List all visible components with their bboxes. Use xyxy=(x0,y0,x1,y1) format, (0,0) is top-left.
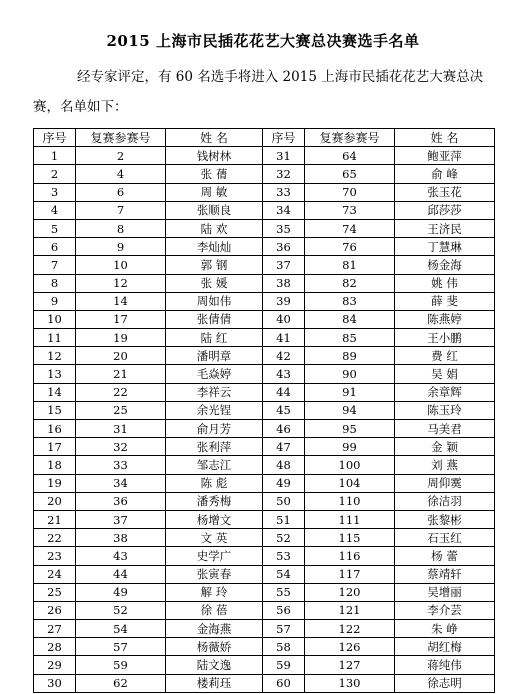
cell-name: 朱 峥 xyxy=(395,620,495,638)
cell-serial: 29 xyxy=(34,656,76,674)
header-name: 姓 名 xyxy=(395,129,495,147)
cell-semifinal-number: 31 xyxy=(76,420,166,438)
cell-serial: 26 xyxy=(34,601,76,619)
cell-semifinal-number: 20 xyxy=(76,347,166,365)
cell-semifinal-number: 64 xyxy=(305,147,395,165)
cell-semifinal-number: 116 xyxy=(305,547,395,565)
cell-semifinal-number: 12 xyxy=(76,274,166,292)
cell-semifinal-number: 99 xyxy=(305,438,395,456)
cell-name: 蔡靖轩 xyxy=(395,565,495,583)
cell-semifinal-number: 34 xyxy=(76,474,166,492)
table-row xyxy=(34,510,495,528)
cell-semifinal-number: 120 xyxy=(305,583,395,601)
table-row xyxy=(34,183,495,201)
cell-name: 石玉红 xyxy=(395,529,495,547)
cell-serial: 27 xyxy=(34,620,76,638)
cell-semifinal-number: 36 xyxy=(76,492,166,510)
table-header-row xyxy=(34,129,495,147)
cell-semifinal-number: 19 xyxy=(76,329,166,347)
cell-name: 张 媛 xyxy=(166,274,263,292)
cell-semifinal-number: 25 xyxy=(76,401,166,419)
cell-serial: 30 xyxy=(34,674,76,692)
cell-serial: 6 xyxy=(34,238,76,256)
cell-semifinal-number: 84 xyxy=(305,310,395,328)
table-row xyxy=(34,674,495,692)
cell-name: 李祥云 xyxy=(166,383,263,401)
table-row xyxy=(34,147,495,165)
cell-serial: 3 xyxy=(34,183,76,201)
cell-name: 周仰霙 xyxy=(395,474,495,492)
cell-semifinal-number: 14 xyxy=(76,292,166,310)
cell-serial: 48 xyxy=(263,456,305,474)
cell-name: 蒋纯伟 xyxy=(395,656,495,674)
cell-name: 文 英 xyxy=(166,529,263,547)
cell-serial: 47 xyxy=(263,438,305,456)
cell-serial: 50 xyxy=(263,492,305,510)
cell-serial: 15 xyxy=(34,401,76,419)
cell-serial: 35 xyxy=(263,219,305,237)
table-row xyxy=(34,219,495,237)
cell-serial: 49 xyxy=(263,474,305,492)
cell-serial: 42 xyxy=(263,347,305,365)
table-row xyxy=(34,238,495,256)
cell-name: 张倩倩 xyxy=(166,310,263,328)
cell-name: 俞月芳 xyxy=(166,420,263,438)
table-row xyxy=(34,383,495,401)
cell-name: 郭 钢 xyxy=(166,256,263,274)
cell-semifinal-number: 82 xyxy=(305,274,395,292)
cell-serial: 8 xyxy=(34,274,76,292)
table-row xyxy=(34,529,495,547)
cell-serial: 14 xyxy=(34,383,76,401)
cell-semifinal-number: 95 xyxy=(305,420,395,438)
cell-name: 马美君 xyxy=(395,420,495,438)
cell-semifinal-number: 81 xyxy=(305,256,395,274)
cell-semifinal-number: 76 xyxy=(305,238,395,256)
table-row xyxy=(34,656,495,674)
cell-semifinal-number: 32 xyxy=(76,438,166,456)
cell-serial: 54 xyxy=(263,565,305,583)
header-semifinal-number: 复赛参赛号 xyxy=(76,129,166,147)
cell-semifinal-number: 70 xyxy=(305,183,395,201)
cell-semifinal-number: 8 xyxy=(76,219,166,237)
cell-name: 李介芸 xyxy=(395,601,495,619)
cell-semifinal-number: 83 xyxy=(305,292,395,310)
cell-semifinal-number: 6 xyxy=(76,183,166,201)
cell-name: 陈 彪 xyxy=(166,474,263,492)
cell-serial: 60 xyxy=(263,674,305,692)
cell-serial: 56 xyxy=(263,601,305,619)
cell-serial: 34 xyxy=(263,201,305,219)
cell-name: 王济民 xyxy=(395,219,495,237)
cell-semifinal-number: 62 xyxy=(76,674,166,692)
cell-serial: 12 xyxy=(34,347,76,365)
cell-serial: 53 xyxy=(263,547,305,565)
table-row xyxy=(34,565,495,583)
header-serial: 序号 xyxy=(34,129,76,147)
cell-name: 楼莉珏 xyxy=(166,674,263,692)
cell-semifinal-number: 117 xyxy=(305,565,395,583)
header-name: 姓 名 xyxy=(166,129,263,147)
cell-semifinal-number: 59 xyxy=(76,656,166,674)
cell-name: 陆 红 xyxy=(166,329,263,347)
table-row xyxy=(34,201,495,219)
cell-serial: 39 xyxy=(263,292,305,310)
cell-name: 邱莎莎 xyxy=(395,201,495,219)
table-row xyxy=(34,438,495,456)
cell-name: 吴增丽 xyxy=(395,583,495,601)
cell-serial: 46 xyxy=(263,420,305,438)
cell-serial: 55 xyxy=(263,583,305,601)
cell-name: 张玉花 xyxy=(395,183,495,201)
table-row xyxy=(34,401,495,419)
cell-semifinal-number: 89 xyxy=(305,347,395,365)
table-row xyxy=(34,292,495,310)
cell-name: 杨薇娇 xyxy=(166,638,263,656)
cell-name: 俞 峰 xyxy=(395,165,495,183)
cell-name: 陈燕婷 xyxy=(395,310,495,328)
cell-semifinal-number: 127 xyxy=(305,656,395,674)
table-row xyxy=(34,456,495,474)
cell-name: 徐洁羽 xyxy=(395,492,495,510)
cell-serial: 16 xyxy=(34,420,76,438)
table-row xyxy=(34,547,495,565)
cell-name: 徐 蓓 xyxy=(166,601,263,619)
cell-semifinal-number: 122 xyxy=(305,620,395,638)
cell-name: 吴 娟 xyxy=(395,365,495,383)
cell-name: 金 颖 xyxy=(395,438,495,456)
cell-semifinal-number: 21 xyxy=(76,365,166,383)
cell-semifinal-number: 49 xyxy=(76,583,166,601)
cell-semifinal-number: 22 xyxy=(76,383,166,401)
cell-semifinal-number: 100 xyxy=(305,456,395,474)
cell-name: 金海燕 xyxy=(166,620,263,638)
cell-serial: 24 xyxy=(34,565,76,583)
cell-name: 周 敏 xyxy=(166,183,263,201)
document-title: 2015 上海市民插花花艺大赛总决赛选手名单 xyxy=(106,32,420,50)
cell-semifinal-number: 43 xyxy=(76,547,166,565)
cell-serial: 43 xyxy=(263,365,305,383)
intro-paragraph xyxy=(33,62,493,122)
cell-semifinal-number: 38 xyxy=(76,529,166,547)
cell-name: 刘 燕 xyxy=(395,456,495,474)
cell-name: 史学广 xyxy=(166,547,263,565)
cell-serial: 38 xyxy=(263,274,305,292)
cell-name: 余章辉 xyxy=(395,383,495,401)
cell-name: 张 蒨 xyxy=(166,165,263,183)
table-row xyxy=(34,165,495,183)
table-row xyxy=(34,329,495,347)
cell-serial: 9 xyxy=(34,292,76,310)
cell-semifinal-number: 111 xyxy=(305,510,395,528)
cell-name: 杨 蕾 xyxy=(395,547,495,565)
cell-name: 徐志明 xyxy=(395,674,495,692)
cell-serial: 44 xyxy=(263,383,305,401)
cell-semifinal-number: 104 xyxy=(305,474,395,492)
cell-semifinal-number: 126 xyxy=(305,638,395,656)
cell-name: 张利萍 xyxy=(166,438,263,456)
cell-serial: 18 xyxy=(34,456,76,474)
cell-semifinal-number: 73 xyxy=(305,201,395,219)
cell-semifinal-number: 54 xyxy=(76,620,166,638)
cell-semifinal-number: 4 xyxy=(76,165,166,183)
cell-name: 丁慧琳 xyxy=(395,238,495,256)
cell-serial: 4 xyxy=(34,201,76,219)
table-row xyxy=(34,347,495,365)
header-serial: 序号 xyxy=(263,129,305,147)
cell-name: 毛焱婷 xyxy=(166,365,263,383)
cell-semifinal-number: 90 xyxy=(305,365,395,383)
cell-serial: 37 xyxy=(263,256,305,274)
cell-serial: 2 xyxy=(34,165,76,183)
table-row xyxy=(34,638,495,656)
cell-serial: 51 xyxy=(263,510,305,528)
table-row xyxy=(34,474,495,492)
cell-name: 张寅春 xyxy=(166,565,263,583)
cell-semifinal-number: 37 xyxy=(76,510,166,528)
cell-serial: 58 xyxy=(263,638,305,656)
cell-serial: 52 xyxy=(263,529,305,547)
table-row xyxy=(34,256,495,274)
cell-name: 周如伟 xyxy=(166,292,263,310)
cell-semifinal-number: 2 xyxy=(76,147,166,165)
cell-serial: 19 xyxy=(34,474,76,492)
cell-semifinal-number: 10 xyxy=(76,256,166,274)
cell-semifinal-number: 115 xyxy=(305,529,395,547)
cell-semifinal-number: 7 xyxy=(76,201,166,219)
cell-name: 姚 伟 xyxy=(395,274,495,292)
cell-name: 王小鹏 xyxy=(395,329,495,347)
table-row xyxy=(34,492,495,510)
cell-serial: 25 xyxy=(34,583,76,601)
cell-name: 潘明章 xyxy=(166,347,263,365)
cell-name: 余光锃 xyxy=(166,401,263,419)
cell-semifinal-number: 17 xyxy=(76,310,166,328)
table-row xyxy=(34,310,495,328)
cell-name: 张顺良 xyxy=(166,201,263,219)
table-row xyxy=(34,583,495,601)
cell-serial: 23 xyxy=(34,547,76,565)
cell-name: 钱树林 xyxy=(166,147,263,165)
cell-serial: 36 xyxy=(263,238,305,256)
cell-serial: 11 xyxy=(34,329,76,347)
cell-serial: 33 xyxy=(263,183,305,201)
cell-serial: 41 xyxy=(263,329,305,347)
cell-serial: 22 xyxy=(34,529,76,547)
cell-semifinal-number: 110 xyxy=(305,492,395,510)
cell-serial: 17 xyxy=(34,438,76,456)
cell-name: 陆 欢 xyxy=(166,219,263,237)
cell-name: 费 红 xyxy=(395,347,495,365)
cell-semifinal-number: 9 xyxy=(76,238,166,256)
cell-serial: 31 xyxy=(263,147,305,165)
cell-serial: 28 xyxy=(34,638,76,656)
intro-text: 经专家评定，有 60 名选手将进入 2015 上海市民插花花艺大赛总决赛，名单如下： xyxy=(33,69,484,115)
cell-serial: 5 xyxy=(34,219,76,237)
header-semifinal-number: 复赛参赛号 xyxy=(305,129,395,147)
cell-semifinal-number: 33 xyxy=(76,456,166,474)
cell-name: 陆文逸 xyxy=(166,656,263,674)
cell-serial: 32 xyxy=(263,165,305,183)
cell-semifinal-number: 57 xyxy=(76,638,166,656)
cell-name: 杨金海 xyxy=(395,256,495,274)
cell-name: 邹志江 xyxy=(166,456,263,474)
cell-name: 杨增文 xyxy=(166,510,263,528)
cell-serial: 40 xyxy=(263,310,305,328)
cell-name: 解 玲 xyxy=(166,583,263,601)
cell-semifinal-number: 121 xyxy=(305,601,395,619)
cell-semifinal-number: 65 xyxy=(305,165,395,183)
cell-name: 张黎彬 xyxy=(395,510,495,528)
table-row xyxy=(34,601,495,619)
cell-name: 薛 斐 xyxy=(395,292,495,310)
cell-name: 鲍亚萍 xyxy=(395,147,495,165)
cell-name: 李灿灿 xyxy=(166,238,263,256)
cell-name: 胡红梅 xyxy=(395,638,495,656)
cell-serial: 1 xyxy=(34,147,76,165)
cell-serial: 13 xyxy=(34,365,76,383)
cell-serial: 57 xyxy=(263,620,305,638)
cell-serial: 45 xyxy=(263,401,305,419)
table-body xyxy=(34,147,495,693)
cell-serial: 7 xyxy=(34,256,76,274)
cell-serial: 21 xyxy=(34,510,76,528)
cell-semifinal-number: 94 xyxy=(305,401,395,419)
table-row xyxy=(34,620,495,638)
cell-name: 陈玉玲 xyxy=(395,401,495,419)
cell-semifinal-number: 52 xyxy=(76,601,166,619)
table-row xyxy=(34,365,495,383)
cell-semifinal-number: 130 xyxy=(305,674,395,692)
table-row xyxy=(34,274,495,292)
cell-semifinal-number: 44 xyxy=(76,565,166,583)
cell-semifinal-number: 91 xyxy=(305,383,395,401)
cell-semifinal-number: 85 xyxy=(305,329,395,347)
cell-serial: 10 xyxy=(34,310,76,328)
cell-serial: 20 xyxy=(34,492,76,510)
cell-name: 潘秀梅 xyxy=(166,492,263,510)
cell-semifinal-number: 74 xyxy=(305,219,395,237)
finalists-table xyxy=(33,128,495,693)
table-row xyxy=(34,420,495,438)
cell-serial: 59 xyxy=(263,656,305,674)
